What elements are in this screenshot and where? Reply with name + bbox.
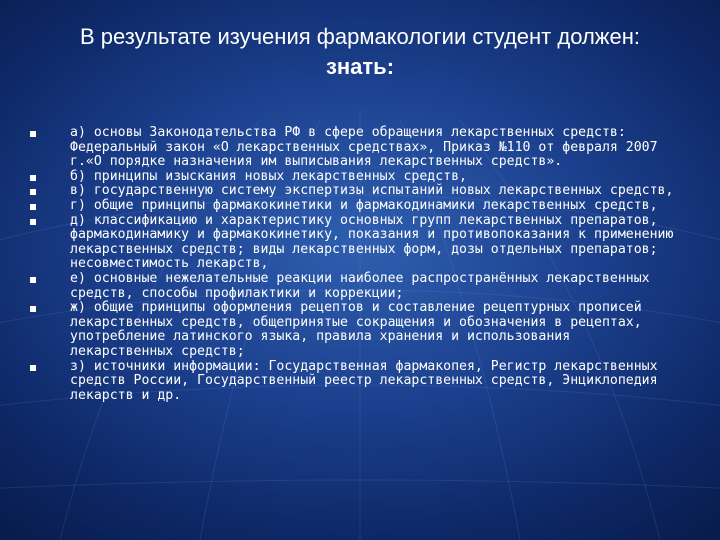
list-item-text: з) источники информации: Государственная фармакопея, Регистр лекарственных средств России, Государственный реестр лекарственных средств, Энциклопедия лекарств и др. bbox=[70, 358, 658, 403]
list-item bbox=[30, 184, 680, 199]
list-item bbox=[30, 214, 680, 272]
bullet-list bbox=[30, 126, 680, 403]
list-item bbox=[30, 301, 680, 359]
list-item-text: д) классификацию и характеристику основных групп лекарственных препаратов, фармакодинамику и фармакокинетику, показания и противопоказания к применению лекарственных средств; виды лекарственных форм, дозы отдельных препаратов; несовместимость лекарств, bbox=[70, 212, 674, 272]
bullet-marker bbox=[30, 204, 36, 210]
list-item-text: в) государственную систему экспертизы испытаний новых лекарственных средств, bbox=[70, 183, 674, 199]
list-item-text: б) принципы изыскания новых лекарственных средств, bbox=[70, 168, 467, 184]
bullet-marker bbox=[30, 131, 36, 137]
list-item bbox=[30, 199, 680, 214]
list-item bbox=[30, 360, 680, 404]
bullet-marker bbox=[30, 189, 36, 195]
bullet-marker bbox=[30, 365, 36, 371]
slide-title-line2: знать: bbox=[325, 54, 395, 79]
slide-title-line1: В результате изучения фармакологии студент должен: bbox=[80, 24, 640, 49]
list-item bbox=[30, 126, 680, 170]
list-item bbox=[30, 170, 680, 185]
bullet-marker bbox=[30, 175, 36, 181]
list-item-text: г) общие принципы фармакокинетики и фармакодинамики лекарственных средств, bbox=[70, 197, 658, 213]
bullet-marker bbox=[30, 306, 36, 312]
bullet-marker bbox=[30, 219, 36, 225]
list-item bbox=[30, 272, 680, 301]
list-item-text: а) основы Законодательства РФ в сфере обращения лекарственных средств: Федеральный закон «О лекарственных средствах», Приказ №110 от февраля 2007 г.«О порядке назначения им выписывания лекарственных средств». bbox=[70, 125, 658, 170]
list-item-text: ж) общие принципы оформления рецептов и составление рецептурных прописей лекарственных средств, общепринятые сокращения и обозначения в рецептах, употребление латинского языка, правила хранения и использования лекарственных средств; bbox=[70, 300, 642, 359]
bullet-marker bbox=[30, 277, 36, 283]
list-item-text: е) основные нежелательные реакции наиболее распространённых лекарственных средств, способы профилактики и коррекции; bbox=[70, 270, 650, 301]
slide-title bbox=[0, 22, 720, 82]
